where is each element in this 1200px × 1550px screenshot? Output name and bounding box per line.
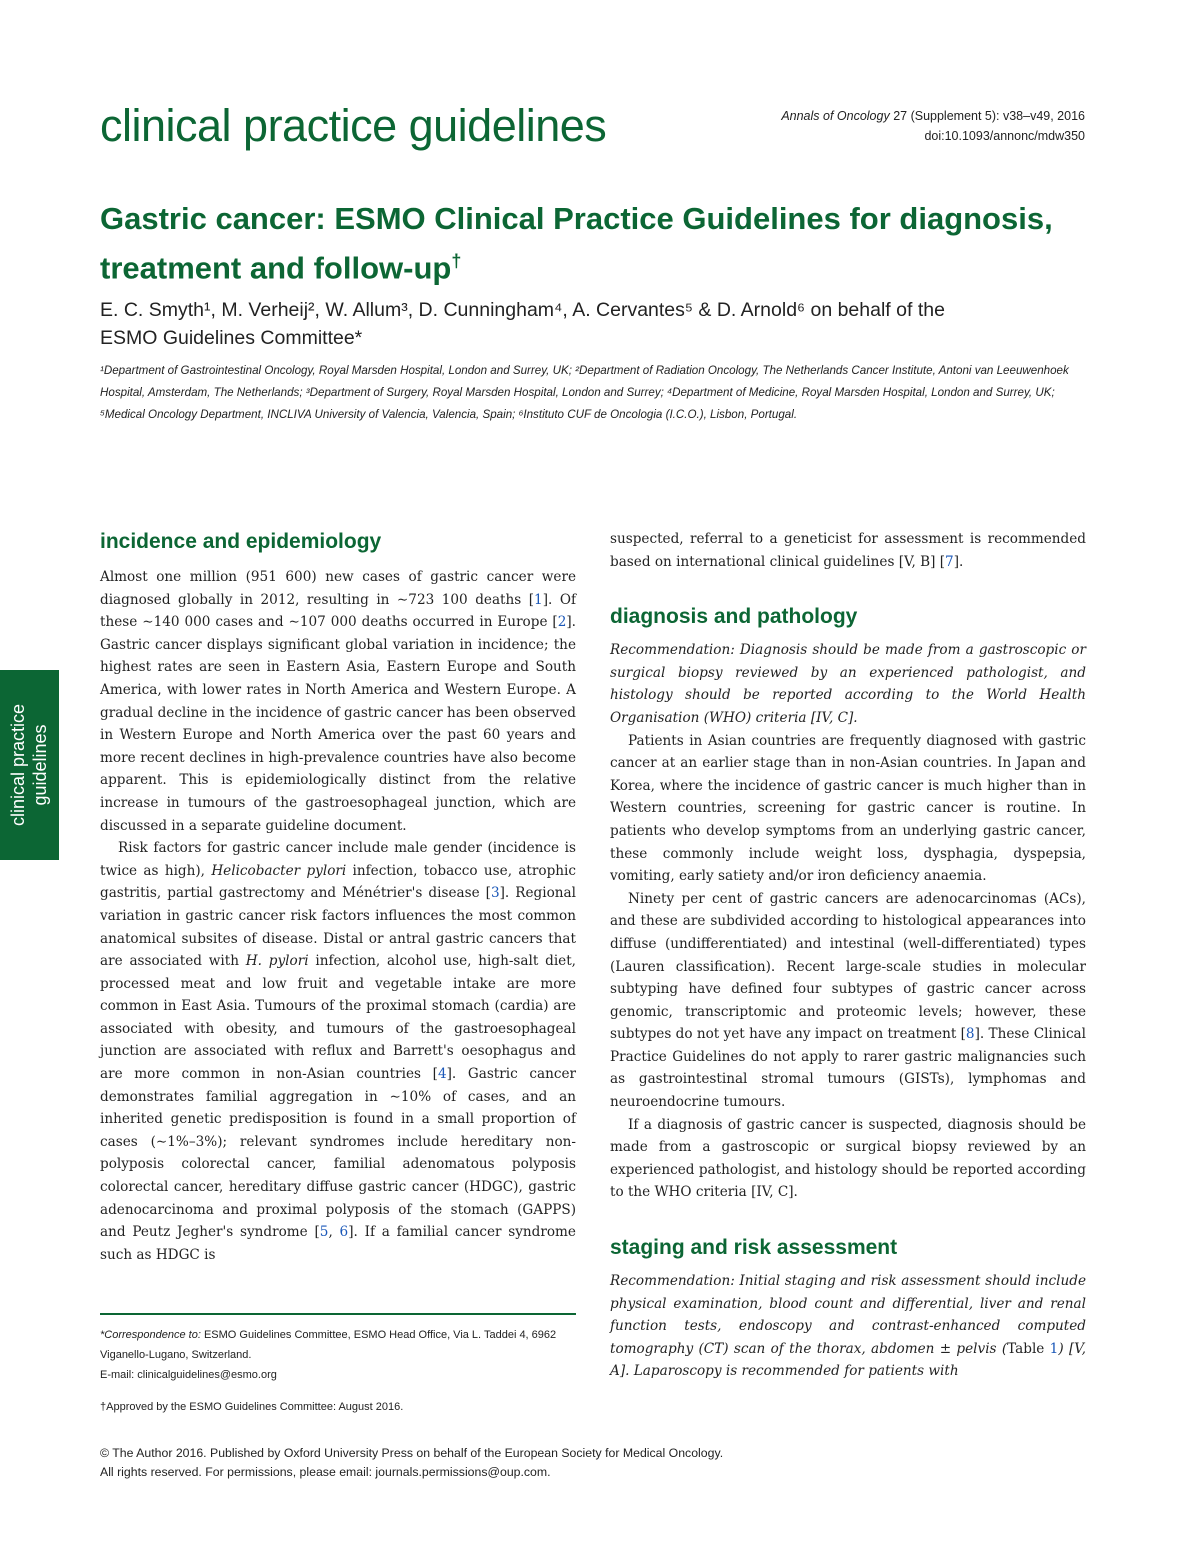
paragraph-diagnosis-2 xyxy=(610,888,1086,1114)
italic-term: H. pylori xyxy=(245,953,309,970)
side-tab-line-2: guidelines xyxy=(30,724,50,806)
heading-incidence: incidence and epidemiology xyxy=(100,530,382,553)
footnotes xyxy=(100,1325,576,1417)
footnote-divider xyxy=(100,1313,576,1315)
paragraph-diagnosis-1: Patients in Asian countries are frequently diagnosed with gastric cancer at an earlier stage than in non-Asian countries. In Japan and Korea, where the incidence of gastric cancer is much higher than in Western countries, screening for gastric cancer is routine. In patients who develop symptoms from an underlying gastric cancer, these commonly include weight loss, dysphagia, dyspepsia, vomiting, early satiety and/or iron deficiency anaemia. xyxy=(610,732,1086,885)
journal-reference xyxy=(781,106,1085,146)
section-header-title: clinical practice guidelines xyxy=(100,100,607,151)
author-list xyxy=(100,296,1100,352)
side-tab-label xyxy=(7,704,51,826)
article-title xyxy=(100,198,1100,289)
copyright-line-1: © The Author 2016. Published by Oxford University Press on behalf of the European Society for Medical Oncology. xyxy=(100,1446,724,1460)
paragraph-incidence-continued xyxy=(610,528,1086,573)
correspondence-email[interactable]: E-mail: clinicalguidelines@esmo.org xyxy=(100,1369,277,1381)
authors-line-1: E. C. Smyth¹, M. Verheij², W. Allum³, D. Cunningham⁴, A. Cervantes⁵ & D. Arnold⁶ on behalf of the xyxy=(100,299,945,321)
journal-issue: 27 (Supplement 5): v38–v49, 2016 xyxy=(889,109,1085,123)
citation-link-1[interactable]: 1 xyxy=(534,591,543,608)
journal-name: Annals of Oncology xyxy=(781,109,890,123)
text-run: ]. These Clinical Practice Guidelines do not apply to rarer gastric malignancies such as gastrointestinal stromal tumours (GISTs), lymphomas and neuroendocrine tumours. xyxy=(610,1026,1087,1111)
text-run: Almost one million (951 600) new cases of gastric cancer were diagnosed globally in 2012, resulting in ∼723 100 deaths [ xyxy=(100,569,576,608)
journal-citation xyxy=(781,106,1085,126)
italic-term: Helicobacter pylori xyxy=(211,862,347,879)
citation-link-2[interactable]: 2 xyxy=(557,614,567,631)
recommendation-staging xyxy=(610,1270,1086,1383)
correspondence-footnote xyxy=(100,1325,576,1365)
text-run: infection, tobacco use, atrophic gastritis, partial gastrectomy and Ménétrier's disease [ xyxy=(100,862,576,902)
side-tab-line-1: clinical practice xyxy=(8,703,28,827)
text-run: ) [V, A]. Laparoscopy is recommended for patients with xyxy=(610,1340,1087,1380)
text-run: ]. If a familial cancer syndrome such as HDGC is xyxy=(100,1224,576,1263)
citation-link-3[interactable]: 3 xyxy=(490,885,500,902)
text-run: ]. Gastric cancer displays significant global variation in incidence; the highest rates are seen in Eastern Asia, Eastern Europe and South America, with lower rates in North America and Western Europe. A gradual decline in the incidence of gastric cancer has been observed in Western Europe and North America over the past 60 years and more recent declines in high-prevalence countries have also become apparent. This is epidemiologically distinct from the relative increase in tumours of the gastroesophageal junction, which are discussed in a separate guideline document. xyxy=(100,614,576,834)
paragraph-incidence-2 xyxy=(100,837,576,1266)
correspondence-address: ESMO Guidelines Committee, ESMO Head Office, Via L. Taddei 4, 6962 Viganello-Lugano, Switzerland. xyxy=(100,1329,557,1361)
text-run: suspected, referral to a geneticist for assessment is recommended based on international clinical guidelines [V, B] [ xyxy=(610,531,1086,570)
text-run: infection, alcohol use, high-salt diet, processed meat and low fruit and vegetable intake are more common in East Asia. Tumours of the proximal stomach (cardia) are associated with obesity, and tumours of the gastroesophageal junction are associated with reflux and Barrett's oesophagus and are more common in non-Asian countries [ xyxy=(100,953,576,1083)
citation-link-8[interactable]: 8 xyxy=(965,1026,975,1043)
text-run: ]. Of these ∼140 000 cases and ∼107 000 deaths occurred in Europe [ xyxy=(100,591,576,631)
copyright-line-2: All rights reserved. For permissions, please email: journals.permissions@oup.com. xyxy=(100,1465,551,1479)
text-run: ]. Regional variation in gastric cancer risk factors influences the most common anatomical subsites of disease. Distal or antral gastric cancers that are associated with xyxy=(100,885,577,970)
correspondence-label: *Correspondence to: xyxy=(100,1329,201,1341)
citation-link-6[interactable]: 6 xyxy=(339,1224,349,1241)
authors-line-2: ESMO Guidelines Committee* xyxy=(100,327,363,349)
table-ref-label: Table xyxy=(1007,1340,1050,1357)
heading-diagnosis: diagnosis and pathology xyxy=(610,605,858,629)
doi[interactable]: doi:10.1093/annonc/mdw350 xyxy=(924,129,1085,143)
paragraph-diagnosis-3: If a diagnosis of gastric cancer is suspected, diagnosis should be made from a gastroscopic or surgical biopsy reviewed by an experienced pathologist, and histology should be reported according to the WHO criteria [IV, C]. xyxy=(610,1116,1086,1201)
table-link-1[interactable]: 1 xyxy=(1049,1340,1059,1357)
paragraph-incidence-1 xyxy=(100,566,576,837)
citation-link-4[interactable]: 4 xyxy=(437,1066,447,1083)
affiliations: ¹Department of Gastrointestinal Oncology, Royal Marsden Hospital, London and Surrey, UK; ²Department of Radiation Oncology, The Netherlands Cancer Institute, Antoni van Leeuwenhoek Hospital, Amsterdam, The Netherlands; ³Department of Surgery, Royal Marsden Hospital, London and Surrey; ⁴Department of Medicine, Royal Marsden Hospital, London and Surrey, UK; ⁵Medical Oncology Department, INCLIVA University of Valencia, Valencia, Spain; ⁶Instituto CUF de Oncologia (I.C.O.), Lisbon, Portugal. xyxy=(100,364,1069,421)
text-run: Recommendation: Initial staging and risk assessment should include physical examination, blood count and differential, liver and renal function tests, endoscopy and contrast-enhanced computed tomography (CT) scan of the thorax, abdomen ± pelvis ( xyxy=(610,1273,1086,1357)
title-footnote-mark[interactable]: † xyxy=(451,251,462,271)
citation-link-7[interactable]: 7 xyxy=(945,553,954,570)
approval-footnote: †Approved by the ESMO Guidelines Committee: August 2016. xyxy=(100,1401,404,1413)
text-run: , xyxy=(328,1224,340,1241)
text-run: Risk factors for gastric cancer include male gender (incidence is twice as high), xyxy=(100,840,576,879)
text-run: Ninety per cent of gastric cancers are adenocarcinomas (ACs), and these are subdivided according to histological appearances into diffuse (undifferentiated) and intestinal (well-differentiated) types (Lauren classification). Recent large-scale studies in molecular subtyping have defined four subtypes of gastric cancer across genomic, transcriptomic and proteomic levels; however, these subtypes do not yet have any impact on treatment [ xyxy=(610,890,1086,1043)
right-column xyxy=(610,528,1086,1383)
copyright-notice xyxy=(100,1444,1100,1482)
recommendation-diagnosis: Recommendation: Diagnosis should be made from a gastroscopic or surgical biopsy reviewed by an experienced pathologist, and histology should be reported according to the World Health Organisation (WHO) criteria [IV, C]. xyxy=(610,642,1086,726)
text-run: ]. Gastric cancer demonstrates familial aggregation in ∼10% of cases, and an inherited genetic predisposition is found in a small proportion of cases (∼1%–3%); relevant syndromes include hereditary non-polyposis colorectal cancer, familial adenomatous polyposis colorectal cancer, hereditary diffuse gastric cancer (HDGC), gastric adenocarcinoma and proximal polyposis of the stomach (GAPPS) and Peutz Jegher's syndrome [ xyxy=(100,1066,576,1241)
citation-link-5[interactable]: 5 xyxy=(319,1224,329,1241)
text-run: ]. xyxy=(953,553,964,570)
left-column xyxy=(100,528,576,1266)
article-title-text: Gastric cancer: ESMO Clinical Practice Guidelines for diagnosis, treatment and follow-up xyxy=(100,201,1053,286)
heading-staging: staging and risk assessment xyxy=(610,1236,898,1260)
side-section-tab xyxy=(0,670,59,860)
